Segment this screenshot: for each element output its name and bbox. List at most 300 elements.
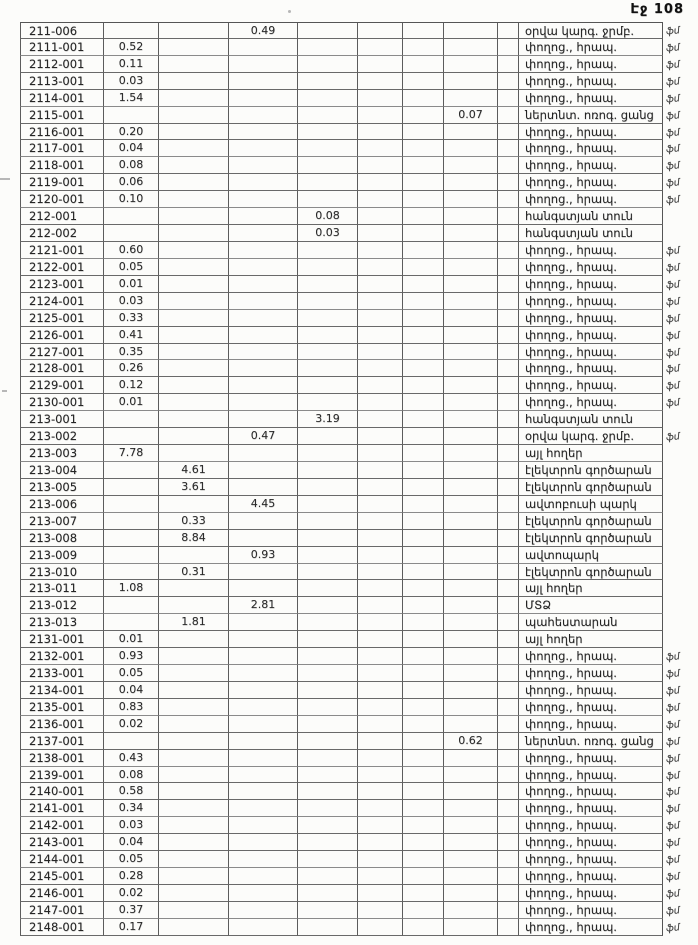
cell-code: 2127-001 xyxy=(20,344,103,361)
cell-value-c7 xyxy=(402,597,443,614)
cell-value-c4 xyxy=(228,107,297,124)
cell-value-c2: 0.37 xyxy=(103,902,158,919)
cell-value-c6 xyxy=(357,902,402,919)
cell-land-use-label: էլեկտրոն գործարան xyxy=(518,462,663,479)
cell-code: 213-009 xyxy=(20,547,103,564)
cell-value-c9 xyxy=(497,208,518,225)
cell-value-c3 xyxy=(158,73,228,90)
cell-value-c9 xyxy=(497,293,518,310)
cell-value-c5 xyxy=(297,344,357,361)
cell-value-c7 xyxy=(402,885,443,902)
cell-value-c6 xyxy=(357,783,402,800)
cell-land-use-label: հանգստյան տուն xyxy=(518,225,663,242)
cell-value-c9 xyxy=(497,242,518,259)
cell-value-c2: 0.01 xyxy=(103,276,158,293)
cell-value-c2: 0.35 xyxy=(103,344,158,361)
cell-land-use-label: փողոց., հրապ. xyxy=(518,767,663,784)
unit-mark: ֆմ xyxy=(665,871,681,884)
unit-mark: ֆմ xyxy=(665,109,681,123)
cell-value-c6 xyxy=(357,157,402,174)
cell-land-use-label: փողոց., հրապ. xyxy=(518,90,663,107)
unit-mark: ֆմ xyxy=(665,42,681,55)
cell-code: 2138-001 xyxy=(20,750,103,767)
cell-value-c3 xyxy=(158,783,228,800)
cell-value-c9 xyxy=(497,885,518,902)
cell-value-c4 xyxy=(228,39,297,56)
cell-value-c8 xyxy=(443,665,497,682)
cell-value-c8 xyxy=(443,428,497,445)
land-register-table xyxy=(20,22,663,936)
cell-land-use-label: փողոց., հրապ. xyxy=(518,817,663,834)
cell-value-c5 xyxy=(297,22,357,39)
cell-code: 2130-001 xyxy=(20,394,103,411)
cell-value-c4 xyxy=(228,750,297,767)
cell-value-c6 xyxy=(357,191,402,208)
cell-land-use-label: փողոց., հրապ. xyxy=(518,665,663,682)
cell-value-c7 xyxy=(402,208,443,225)
cell-value-c3 xyxy=(158,39,228,56)
cell-land-use-label: փողոց., հրապ. xyxy=(518,140,663,157)
cell-land-use-label: փողոց., հրապ. xyxy=(518,800,663,817)
cell-value-c6 xyxy=(357,445,402,462)
cell-land-use-label: փողոց., հրապ. xyxy=(518,394,663,411)
cell-value-c6 xyxy=(357,885,402,902)
cell-value-c4: 0.49 xyxy=(228,22,297,39)
cell-value-c2 xyxy=(103,530,158,547)
cell-value-c7 xyxy=(402,817,443,834)
cell-land-use-label: օրվա կարգ. ջրմբ. xyxy=(518,22,663,39)
cell-value-c9 xyxy=(497,597,518,614)
unit-mark: ֆմ xyxy=(665,295,681,309)
cell-value-c3 xyxy=(158,817,228,834)
cell-value-c4 xyxy=(228,851,297,868)
cell-value-c3 xyxy=(158,140,228,157)
cell-value-c8 xyxy=(443,631,497,648)
cell-value-c9 xyxy=(497,411,518,428)
cell-value-c4 xyxy=(228,56,297,73)
cell-value-c4 xyxy=(228,157,297,174)
cell-value-c7 xyxy=(402,868,443,885)
unit-mark: ֆմ xyxy=(665,651,681,664)
unit-mark: ֆմ xyxy=(665,922,681,935)
cell-value-c6 xyxy=(357,462,402,479)
cell-value-c7 xyxy=(402,682,443,699)
cell-value-c2 xyxy=(103,564,158,581)
cell-value-c3 xyxy=(158,800,228,817)
cell-value-c6 xyxy=(357,327,402,344)
cell-value-c8 xyxy=(443,157,497,174)
cell-value-c7 xyxy=(402,767,443,784)
cell-value-c6 xyxy=(357,631,402,648)
cell-land-use-label: ներտնտ. ոռոգ. ցանց xyxy=(518,107,663,124)
cell-value-c5 xyxy=(297,851,357,868)
cell-code: 2116-001 xyxy=(20,124,103,141)
unit-mark: ֆմ xyxy=(665,769,681,783)
cell-value-c5 xyxy=(297,767,357,784)
cell-value-c5 xyxy=(297,157,357,174)
cell-value-c8 xyxy=(443,208,497,225)
cell-value-c6 xyxy=(357,750,402,767)
cell-value-c8 xyxy=(443,124,497,141)
cell-value-c3 xyxy=(158,157,228,174)
cell-code: 212-002 xyxy=(20,225,103,242)
cell-value-c4 xyxy=(228,834,297,851)
cell-value-c3 xyxy=(158,22,228,39)
cell-code: 2111-001 xyxy=(20,39,103,56)
cell-value-c9 xyxy=(497,462,518,479)
cell-value-c3 xyxy=(158,90,228,107)
cell-land-use-label: փողոց., հրապ. xyxy=(518,157,663,174)
cell-value-c8 xyxy=(443,56,497,73)
cell-value-c7 xyxy=(402,580,443,597)
cell-code: 2145-001 xyxy=(20,868,103,885)
cell-value-c5 xyxy=(297,39,357,56)
cell-value-c2: 0.08 xyxy=(103,767,158,784)
cell-code: 2135-001 xyxy=(20,699,103,716)
cell-value-c3: 0.31 xyxy=(158,564,228,581)
cell-value-c6 xyxy=(357,817,402,834)
cell-value-c8 xyxy=(443,22,497,39)
cell-value-c4: 0.47 xyxy=(228,428,297,445)
cell-value-c8: 0.62 xyxy=(443,733,497,750)
unit-mark: ֆմ xyxy=(665,668,681,681)
cell-value-c3 xyxy=(158,597,228,614)
cell-value-c6 xyxy=(357,597,402,614)
cell-code: 2118-001 xyxy=(20,157,103,174)
cell-value-c9 xyxy=(497,919,518,936)
cell-value-c2: 0.03 xyxy=(103,293,158,310)
cell-land-use-label: փողոց., հրապ. xyxy=(518,648,663,665)
cell-value-c5 xyxy=(297,90,357,107)
cell-value-c6 xyxy=(357,39,402,56)
cell-value-c7 xyxy=(402,107,443,124)
cell-value-c3 xyxy=(158,496,228,513)
cell-value-c6 xyxy=(357,225,402,242)
cell-value-c3: 3.61 xyxy=(158,479,228,496)
cell-code: 213-007 xyxy=(20,513,103,530)
cell-value-c9 xyxy=(497,259,518,276)
unit-mark: ֆմ xyxy=(665,718,681,732)
cell-value-c4 xyxy=(228,885,297,902)
cell-value-c2 xyxy=(103,208,158,225)
cell-value-c7 xyxy=(402,783,443,800)
unit-mark: ֆմ xyxy=(665,888,681,901)
unit-mark: ֆմ xyxy=(665,735,681,749)
cell-value-c6 xyxy=(357,208,402,225)
cell-value-c5 xyxy=(297,107,357,124)
cell-value-c2: 0.05 xyxy=(103,851,158,868)
cell-value-c9 xyxy=(497,648,518,665)
cell-value-c3 xyxy=(158,851,228,868)
cell-value-c2: 0.02 xyxy=(103,716,158,733)
cell-value-c5 xyxy=(297,648,357,665)
cell-land-use-label: էլեկտրոն գործարան xyxy=(518,530,663,547)
cell-value-c4 xyxy=(228,513,297,530)
cell-value-c3 xyxy=(158,377,228,394)
cell-value-c6 xyxy=(357,90,402,107)
cell-value-c8 xyxy=(443,648,497,665)
cell-value-c5 xyxy=(297,428,357,445)
cell-value-c6 xyxy=(357,665,402,682)
cell-value-c2: 0.11 xyxy=(103,56,158,73)
unit-mark: ֆմ xyxy=(665,194,681,207)
cell-land-use-label: ներտնտ. ոռոգ. ցանց xyxy=(518,733,663,750)
cell-code: 212-001 xyxy=(20,208,103,225)
cell-code: 2113-001 xyxy=(20,73,103,90)
cell-value-c7 xyxy=(402,157,443,174)
cell-value-c5 xyxy=(297,445,357,462)
cell-code: 213-013 xyxy=(20,614,103,631)
cell-value-c2: 1.54 xyxy=(103,90,158,107)
cell-value-c9 xyxy=(497,547,518,564)
cell-land-use-label: փողոց., հրապ. xyxy=(518,327,663,344)
cell-code: 2128-001 xyxy=(20,360,103,377)
cell-value-c4 xyxy=(228,445,297,462)
cell-value-c3 xyxy=(158,885,228,902)
cell-land-use-label: ավտոպարկ xyxy=(518,547,663,564)
cell-value-c2: 0.01 xyxy=(103,394,158,411)
cell-value-c8 xyxy=(443,73,497,90)
cell-value-c2: 0.60 xyxy=(103,242,158,259)
cell-value-c2: 0.26 xyxy=(103,360,158,377)
cell-code: 2143-001 xyxy=(20,834,103,851)
cell-value-c2: 0.28 xyxy=(103,868,158,885)
cell-value-c7 xyxy=(402,360,443,377)
cell-value-c2: 0.20 xyxy=(103,124,158,141)
cell-value-c8 xyxy=(443,293,497,310)
cell-land-use-label: փողոց., հրապ. xyxy=(518,56,663,73)
cell-value-c5 xyxy=(297,614,357,631)
cell-code: 2147-001 xyxy=(20,902,103,919)
unit-mark: ֆմ xyxy=(665,329,681,343)
cell-value-c5 xyxy=(297,276,357,293)
cell-value-c3 xyxy=(158,919,228,936)
cell-value-c2: 0.05 xyxy=(103,259,158,276)
unit-mark-rail xyxy=(666,22,696,936)
cell-value-c6 xyxy=(357,716,402,733)
cell-value-c4 xyxy=(228,124,297,141)
cell-value-c4 xyxy=(228,377,297,394)
cell-value-c7 xyxy=(402,614,443,631)
unit-mark: ֆմ xyxy=(665,685,681,698)
cell-value-c7 xyxy=(402,851,443,868)
cell-code: 2112-001 xyxy=(20,56,103,73)
cell-value-c2 xyxy=(103,496,158,513)
cell-value-c3 xyxy=(158,902,228,919)
cell-value-c7 xyxy=(402,800,443,817)
cell-value-c2: 0.33 xyxy=(103,310,158,327)
cell-value-c7 xyxy=(402,547,443,564)
cell-value-c2 xyxy=(103,225,158,242)
cell-value-c9 xyxy=(497,716,518,733)
cell-land-use-label: փողոց., հրապ. xyxy=(518,885,663,902)
cell-value-c2: 0.04 xyxy=(103,140,158,157)
cell-code: 2148-001 xyxy=(20,919,103,936)
cell-value-c7 xyxy=(402,394,443,411)
cell-value-c4 xyxy=(228,73,297,90)
cell-value-c4 xyxy=(228,682,297,699)
cell-code: 2132-001 xyxy=(20,648,103,665)
cell-value-c7 xyxy=(402,39,443,56)
cell-value-c3 xyxy=(158,834,228,851)
cell-code: 211-006 xyxy=(20,22,103,39)
cell-value-c8 xyxy=(443,597,497,614)
cell-code: 2136-001 xyxy=(20,716,103,733)
cell-value-c9 xyxy=(497,750,518,767)
cell-value-c2: 0.04 xyxy=(103,682,158,699)
cell-value-c3 xyxy=(158,191,228,208)
cell-value-c9 xyxy=(497,310,518,327)
cell-value-c4 xyxy=(228,733,297,750)
cell-land-use-label: ավտոբուսի պարկ xyxy=(518,496,663,513)
cell-value-c8 xyxy=(443,851,497,868)
cell-land-use-label: հանգստյան տուն xyxy=(518,411,663,428)
cell-value-c7 xyxy=(402,834,443,851)
cell-value-c8 xyxy=(443,919,497,936)
cell-value-c4: 0.93 xyxy=(228,547,297,564)
cell-code: 2142-001 xyxy=(20,817,103,834)
unit-mark: ֆմ xyxy=(665,431,681,444)
cell-value-c8 xyxy=(443,39,497,56)
cell-value-c6 xyxy=(357,530,402,547)
unit-mark: ֆմ xyxy=(665,380,681,393)
cell-value-c7 xyxy=(402,631,443,648)
cell-value-c9 xyxy=(497,225,518,242)
cell-value-c6 xyxy=(357,834,402,851)
cell-value-c8 xyxy=(443,394,497,411)
cell-value-c2: 0.34 xyxy=(103,800,158,817)
cell-value-c9 xyxy=(497,90,518,107)
cell-value-c5 xyxy=(297,360,357,377)
cell-value-c8 xyxy=(443,242,497,259)
cell-value-c7 xyxy=(402,733,443,750)
cell-value-c6 xyxy=(357,259,402,276)
cell-value-c3 xyxy=(158,699,228,716)
cell-value-c5 xyxy=(297,377,357,394)
cell-value-c5 xyxy=(297,902,357,919)
cell-value-c8 xyxy=(443,885,497,902)
cell-value-c8 xyxy=(443,90,497,107)
scan-noise xyxy=(2,390,7,392)
cell-value-c2: 0.01 xyxy=(103,631,158,648)
cell-code: 2139-001 xyxy=(20,767,103,784)
cell-value-c3 xyxy=(158,208,228,225)
cell-land-use-label: փողոց., հրապ. xyxy=(518,174,663,191)
cell-value-c7 xyxy=(402,750,443,767)
unit-mark: ֆմ xyxy=(665,262,681,275)
cell-value-c5 xyxy=(297,191,357,208)
unit-mark: ֆմ xyxy=(665,75,681,89)
cell-value-c4 xyxy=(228,344,297,361)
cell-value-c4 xyxy=(228,327,297,344)
cell-code: 213-001 xyxy=(20,411,103,428)
cell-value-c8 xyxy=(443,800,497,817)
cell-code: 2129-001 xyxy=(20,377,103,394)
cell-value-c9 xyxy=(497,73,518,90)
cell-value-c3: 4.61 xyxy=(158,462,228,479)
cell-value-c7 xyxy=(402,22,443,39)
cell-land-use-label: փողոց., հրապ. xyxy=(518,293,663,310)
cell-value-c2 xyxy=(103,597,158,614)
cell-code: 2131-001 xyxy=(20,631,103,648)
cell-value-c9 xyxy=(497,513,518,530)
cell-value-c6 xyxy=(357,394,402,411)
cell-land-use-label: փողոց., հրապ. xyxy=(518,851,663,868)
cell-value-c5: 0.08 xyxy=(297,208,357,225)
cell-value-c6 xyxy=(357,242,402,259)
cell-value-c2: 0.08 xyxy=(103,157,158,174)
cell-land-use-label: այլ հողեր xyxy=(518,631,663,648)
cell-value-c6 xyxy=(357,293,402,310)
cell-value-c8 xyxy=(443,699,497,716)
cell-value-c7 xyxy=(402,530,443,547)
cell-value-c7 xyxy=(402,259,443,276)
cell-land-use-label: փողոց., հրապ. xyxy=(518,39,663,56)
unit-mark: ֆմ xyxy=(665,820,681,833)
cell-value-c8 xyxy=(443,140,497,157)
cell-value-c9 xyxy=(497,851,518,868)
cell-value-c7 xyxy=(402,564,443,581)
cell-value-c5 xyxy=(297,631,357,648)
cell-value-c4 xyxy=(228,310,297,327)
cell-value-c2: 0.04 xyxy=(103,834,158,851)
cell-value-c7 xyxy=(402,411,443,428)
cell-value-c6 xyxy=(357,310,402,327)
cell-value-c4 xyxy=(228,208,297,225)
cell-land-use-label: փողոց., հրապ. xyxy=(518,750,663,767)
cell-value-c9 xyxy=(497,479,518,496)
cell-land-use-label: փողոց., հրապ. xyxy=(518,191,663,208)
cell-value-c4 xyxy=(228,580,297,597)
cell-value-c4 xyxy=(228,411,297,428)
cell-value-c9 xyxy=(497,377,518,394)
cell-land-use-label: փողոց., հրապ. xyxy=(518,868,663,885)
cell-value-c7 xyxy=(402,90,443,107)
unit-mark: ֆմ xyxy=(665,752,681,766)
cell-value-c6 xyxy=(357,733,402,750)
cell-value-c5 xyxy=(297,496,357,513)
cell-value-c2 xyxy=(103,107,158,124)
cell-value-c3 xyxy=(158,665,228,682)
cell-code: 2126-001 xyxy=(20,327,103,344)
cell-value-c2 xyxy=(103,22,158,39)
cell-value-c4 xyxy=(228,800,297,817)
cell-value-c2: 0.06 xyxy=(103,174,158,191)
cell-code: 2134-001 xyxy=(20,682,103,699)
cell-value-c6 xyxy=(357,648,402,665)
cell-value-c4 xyxy=(228,716,297,733)
cell-code: 213-004 xyxy=(20,462,103,479)
cell-code: 2124-001 xyxy=(20,293,103,310)
cell-land-use-label: փողոց., հրապ. xyxy=(518,344,663,361)
cell-code: 2115-001 xyxy=(20,107,103,124)
cell-value-c8 xyxy=(443,767,497,784)
cell-value-c8 xyxy=(443,614,497,631)
cell-code: 213-012 xyxy=(20,597,103,614)
cell-value-c2: 0.93 xyxy=(103,648,158,665)
cell-value-c5 xyxy=(297,140,357,157)
unit-mark: ֆմ xyxy=(665,905,681,918)
cell-land-use-label: փողոց., հրապ. xyxy=(518,377,663,394)
cell-value-c6 xyxy=(357,140,402,157)
cell-value-c5 xyxy=(297,394,357,411)
cell-value-c7 xyxy=(402,513,443,530)
cell-value-c9 xyxy=(497,276,518,293)
cell-value-c9 xyxy=(497,530,518,547)
cell-value-c3 xyxy=(158,259,228,276)
cell-value-c9 xyxy=(497,174,518,191)
cell-value-c4 xyxy=(228,360,297,377)
